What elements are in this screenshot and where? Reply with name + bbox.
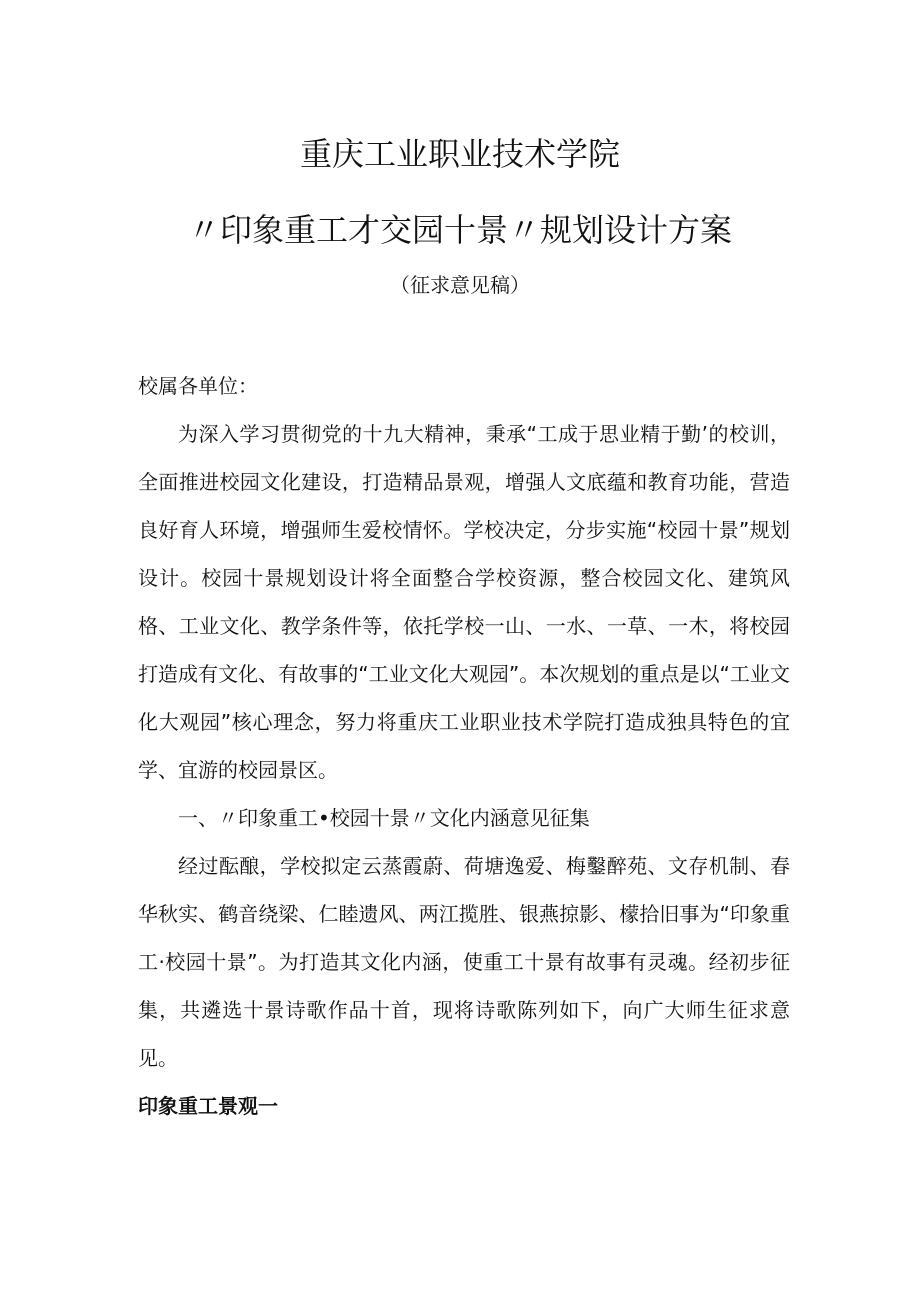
document-title-school: 重庆工业职业技术学院: [299, 135, 620, 173]
paragraph-scenes: 经过酝酿，学校拟定云蒸霞蔚、荷塘逸爱、梅鑿醉苑、文存机制、春华秋实、鹤音绕梁、仁睦遗风、两江揽胜、银燕掠影、檬拾旧事为“印象重工·校园十景”。为打造其文化内涵，使重工十景有故事有灵魂。经初步征集，共遴选十景诗歌作品十首，现将诗歌陈列如下，向广大师生征求意见。: [138, 854, 790, 1070]
landscape-heading: 印象重工景观一: [138, 1094, 278, 1118]
salutation: 校属各单位：: [138, 374, 258, 398]
section-heading-1: 一、〃印象重工•校园十景〃文化内涵意见征集: [178, 806, 590, 830]
document-title-plan: 〃印象重工才交园十景〃规划设计方案: [187, 211, 732, 249]
document-body: [138, 362, 790, 1130]
paragraph-intro: 为深入学习贯彻党的十九大精神，秉承“工成于思业精于勤’的校训，全面推进校园文化建设，打造精品景观，增强人文底蕴和教育功能，营造良好育人环境，增强师生爱校情怀。学校决定，分步实施“校园十景”规划设计。校园十景规划设计将全面整合学校资源，整合校园文化、建筑风格、工业文化、教学条件等，依托学校一山、一水、一草、一木，将校园打造成有文化、有故事的“工业文化大观园”。本次规划的重点是以“工业文化大观园”核心理念，努力将重庆工业职业技术学院打造成独具特色的宜学、宜游的校园景区。: [138, 422, 790, 782]
document-subtitle: （征求意见稿）: [390, 273, 530, 297]
